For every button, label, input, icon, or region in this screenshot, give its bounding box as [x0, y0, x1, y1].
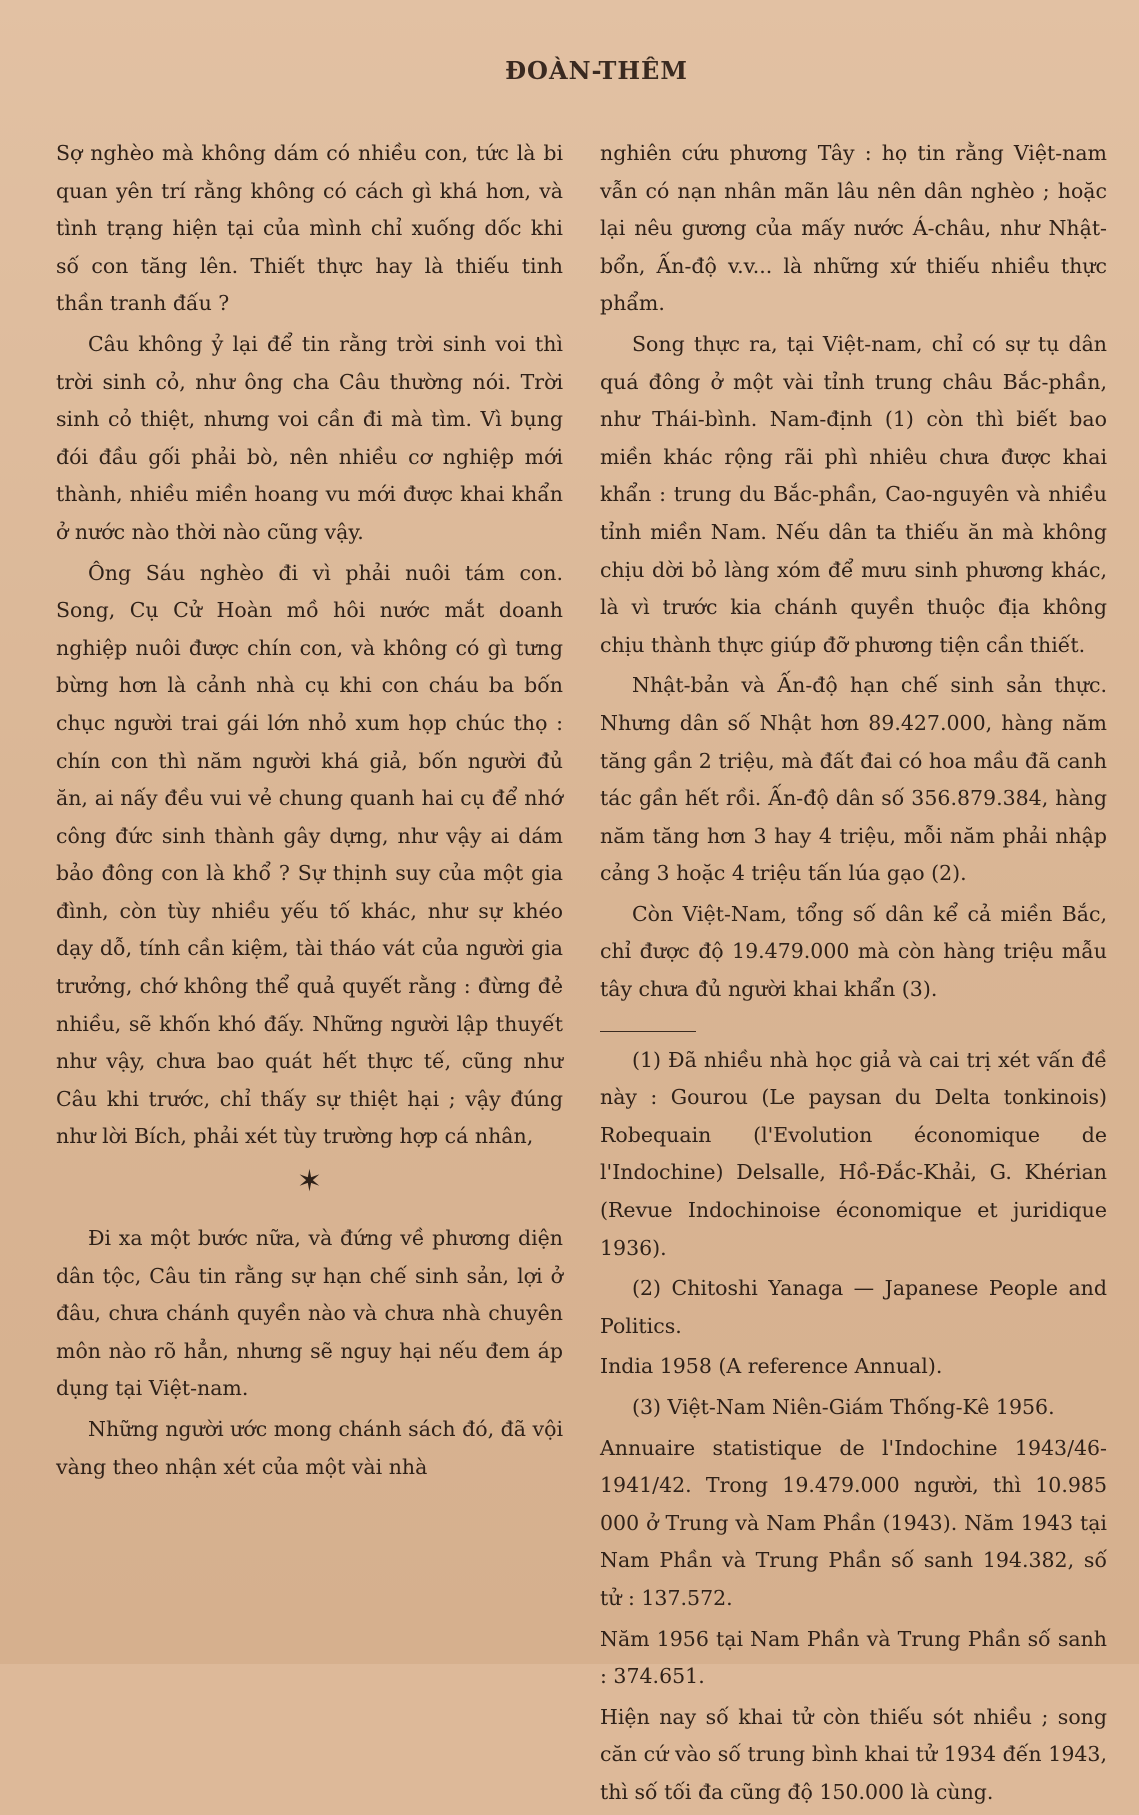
paragraph: Ông Sáu nghèo đi vì phải nuôi tám con. Song, Cụ Cử Hoàn mồ hôi nước mắt doanh nghiệp nuôi được chín con, và không có gì tưng bừng hơn là cảnh nhà cụ khi con cháu ba bốn chục người trai gái lớn nhỏ xum họp chúc thọ : chín con thì năm người khá giả, bốn người đủ ăn, ai nấy đều vui vẻ chung quanh hai cụ để nhớ công đức sinh thành gây dựng, như vậy ai dám bảo đông con là khổ ? Sự thịnh suy của một gia đình, còn tùy nhiều yếu tố khác, như sự khéo dạy dỗ, tính cần kiệm, tài tháo vát của người gia trưởng, chớ không thể quả quyết rằng : đừng đẻ nhiều, sẽ khốn khó đấy. Những người lập thuyết như vậy, chưa bao quát hết thực tế, cũng như Câu khi trước, chỉ thấy sự thiệt hại ; vậy đúng như lời Bích, phải xét tùy trường hợp cá nhân, [56, 560, 563, 1149]
text-columns [56, 135, 1107, 1815]
paragraph: Song thực ra, tại Việt-nam, chỉ có sự tụ dân quá đông ở một vài tỉnh trung châu Bắc-phần, như Thái-bình. Nam-định (1) còn thì biết bao miền khác rộng rãi phì nhiêu chưa được khai khẩn : trung du Bắc-phần, Cao-nguyên và nhiều tỉnh miền Nam. Nếu dân ta thiếu ăn mà không chịu dời bỏ làng xóm để mưu sinh phương khác, là vì trước kia chánh quyền thuộc địa không chịu thành thực giúp đỡ phương tiện cần thiết. [600, 331, 1107, 657]
paragraph: Những người ước mong chánh sách đó, đã vội vàng theo nhận xét của một vài nhà [56, 1417, 563, 1479]
footnote: (3) Việt-Nam Niên-Giám Thống-Kê 1956. [632, 1395, 1055, 1419]
footnote: Annuaire statistique de l'Indochine 1943/46-1941/42. Trong 19.479.000 người, thì 10.985 000 ở Trung và Nam Phần (1943). Năm 1943 tại Nam Phần và Trung Phần số sanh 194.382, số tử : 137.572. [600, 1435, 1107, 1610]
paragraph: Sợ nghèo mà không dám có nhiều con, tức là bi quan yên trí rằng không có cách gì khá hơn, và tình trạng hiện tại của mình chỉ xuống dốc khi số con tăng lên. Thiết thực hay là thiếu tinh thần tranh đấu ? [56, 141, 563, 316]
footnote: (1) Đã nhiều nhà học giả và cai trị xét vấn đề này : Gourou (Le paysan du Delta tonkinois) Robequain (l'Evolution économique de l'Indochine) Delsalle, Hồ-Đắc-Khải, G. Khérian (Revue Indochinoise économique et juridique 1936). [600, 1047, 1107, 1260]
page-header: ĐOÀN-THÊM [505, 56, 688, 85]
right-column [600, 135, 1107, 1815]
footnote: Hiện nay số khai tử còn thiếu sót nhiều ; song căn cứ vào số trung bình khai tử 1934 đến 1943, thì số tối đa cũng độ 150.000 là cùng. [600, 1704, 1107, 1804]
paragraph: Còn Việt-Nam, tổng số dân kể cả miền Bắc, chỉ được độ 19.479.000 mà còn hàng triệu mẫu tây chưa đủ người khai khẩn (3). [600, 901, 1107, 1002]
paragraph-continuation: nghiên cứu phương Tây : họ tin rằng Việt-nam vẫn có nạn nhân mãn lâu nên dân nghèo ; hoặc lại nêu gương của mấy nước Á-châu, như Nhật-bổn, Ấn-độ v.v... là những xứ thiếu nhiều thực phẩm. [600, 141, 1107, 316]
paragraph: Câu không ỷ lại để tin rằng trời sinh voi thì trời sinh cỏ, như ông cha Câu thường nói. Trời sinh cỏ thiệt, nhưng voi cần đi mà tìm. Vì bụng đói đầu gối phải bò, nên nhiều cơ nghiệp mới thành, nhiều miền hoang vu mới được khai khẩn ở nước nào thời nào cũng vậy. [56, 331, 563, 544]
footnote: India 1958 (A reference Annual). [600, 1354, 943, 1379]
paragraph: Đi xa một bước nữa, và đứng về phương diện dân tộc, Câu tin rằng sự hạn chế sinh sản, lợi ở đâu, chưa chánh quyền nào và chưa nhà chuyên môn nào rõ hẳn, nhưng sẽ nguy hại nếu đem áp dụng tại Việt-nam. [56, 1226, 563, 1401]
footnote: (2) Chitoshi Yanaga — Japanese People and Politics. [600, 1276, 1107, 1338]
paragraph: Nhật-bản và Ấn-độ hạn chế sinh sản thực. Nhưng dân số Nhật hơn 89.427.000, hàng năm tăng gần 2 triệu, mà đất đai có hoa mầu đã canh tác gần hết rồi. Ấn-độ dân số 356.879.384, hàng năm tăng hơn 3 hay 4 triệu, mỗi năm phải nhập cảng 3 hoặc 4 triệu tấn lúa gạo (2). [600, 673, 1107, 886]
footnote-divider [600, 1031, 696, 1032]
footnote: Năm 1956 tại Nam Phần và Trung Phần số sanh : 374.651. [600, 1626, 1107, 1689]
section-separator: ✶ [296, 1164, 323, 1200]
left-column [56, 135, 563, 1815]
